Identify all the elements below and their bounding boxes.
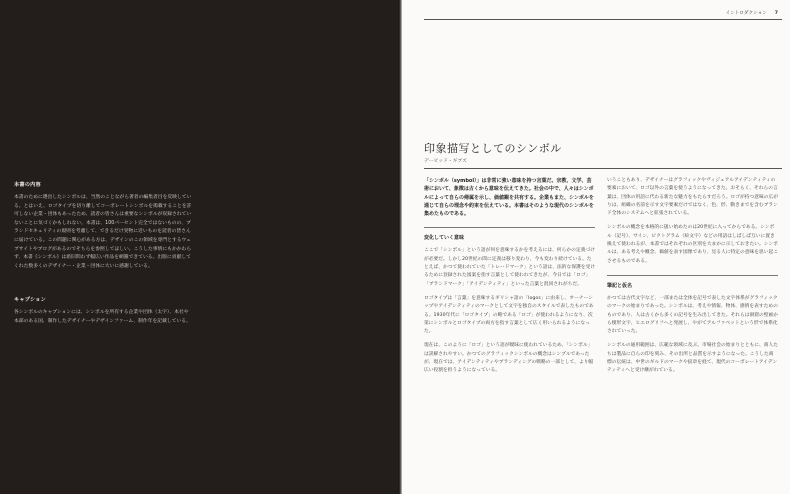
caption-heading: キャプション <box>14 297 47 303</box>
column-right <box>607 177 778 382</box>
title-rule <box>424 168 782 169</box>
body-paragraph: かつては古代文字など、一部または全体を記号で表した文字体系がグラフィックのマークの始まりであった。シンボルは、考えや情報、物体、感情を表すためのものであり、人は古くから多くの記号を生み出してきた。それらは洞窟の壁画から楔形文字、ヒエログリフへと発展し、やがてアルファベットという形で体系化されていった。 <box>607 295 779 335</box>
article-title: 印象描写としてのシンボル <box>424 142 562 155</box>
caption-text: 各シンボルのキャプションには、シンボルを所有する企業や団体（太字）、本社や本部のある国、制作したデザイナーやデザインファーム、制作年を記載している。 <box>14 310 191 324</box>
right-page <box>402 0 790 494</box>
running-head-section: イントロダクション <box>725 11 767 16</box>
body-paragraph: シンボルの通用範囲は、広範な領域に及ぶ。市場社会の始まりとともに、商人たちは製品に自らの印を刻み、その出所と品質を示すようになった。こうした商標の伝統は、中世のギルドのマークや紋章を経て、現代のコーポレートアイデンティティへと受け継がれている。 <box>607 343 778 374</box>
body-paragraph: ロゴタイプは「言葉」を意味するギリシャ語の「logos」に由来し、オーナーシップやアイデンティティのマークとして文字を独自のスタイルで表したものである。1930年代に「ロゴタイプ」の略である「ロゴ」が使われるようになり、次第にシンボルとロゴタイプの両方を指す言葉として広く用いられるようになった。 <box>424 295 594 335</box>
body-paragraph: シンボルの概念を本格的に扱い始めたのは20世紀に入ってからである。シンボル（記号）、サイン、ピクトグラム（絵文字）などの用語はしばしば互いに置き換えて使われるが、本書ではそれぞれの区別を大まかに示しておきたい。シンボルは、ある考えや概念、価値を表す図像であり、見る人に特定の意味を思い起こさせるものである。 <box>607 225 779 264</box>
running-head <box>726 10 778 16</box>
body-paragraph: ここで「シンボル」という語が何を意味するかを考えるには、何らかの定義づけが必要だ。しかし20世紀の間に定義は移り変わり、今も変わり続けている。たとえば、かつて使われていた「トレードマーク」という語は、法的な保護を受けるために登録された図案を指す言葉として使われてきたが、今日では「ロゴ」「ブランドマーク」「アイデンティティ」といった言葉と混同されがちだ。 <box>424 248 596 287</box>
lead-paragraph: 「シンボル（symbol）」は非常に強い意味を持つ言葉だ。宗教、文学、芸術において、象徴は古くから意味を伝えてきた。社会の中で、人々はシンボルによって自らの帰属を示し、価値観を共有する。企業もまた、シンボルを通じて自らの理念や約束を伝えている。本書はそのような現代のシンボルを集めたものである。 <box>424 178 594 218</box>
article-author: デービッド・ギブズ <box>424 159 467 164</box>
body-paragraph: いうこともあり、デザイナーはグラフィックやヴィジュアルアイデンティティの要素において、ロゴ以外の言葉を使うようになってきた。おそらく、それらの言葉は、団体の用語に代わる新たな魅力をもたらすだろう。ロゴが持つ意味の広がりは、組織の名前を示す文字要素だけではなく、色、形、動きまでを含むブランド全体のシステムへと拡張されている。 <box>607 178 779 217</box>
body-paragraph: 現在は、このように「ロゴ」という語が曖昧に使われているため、「シンボル」は誤解されやすい。かつてのグラフィックシンボルの概念はシンプルであったが、現在では、アイデンティティやブランディングの戦略の一部として、より幅広い役割を担うようになっている。 <box>424 343 594 374</box>
column-left <box>424 177 595 382</box>
header-rule <box>424 19 782 20</box>
contents-section <box>14 181 192 271</box>
section-rule <box>607 275 778 276</box>
section-rule <box>424 227 595 228</box>
section-heading-changing-meaning: 変化していく意味 <box>424 235 465 242</box>
page-number: 7 <box>774 10 778 16</box>
contents-heading: 本書の内容 <box>14 182 41 188</box>
contents-text: 本書のために選出したシンボルは、当然のことながら著者の編集者目を反映している。とはいえ、ロゴタイプを切り離してコーポレートシンボルを掲載することを許可しない企業・団体もあったため、読者の皆さんは重要なシンボルが収録されていないことに気づくかもしれない。本書は、100パーセント完全ではないものの、ブランドセキュリティの規則を考慮して、できるだけ実物に近いものを読者の皆さんに届けている。この問題に関心がある方は、デザインのこの領域を専門とするウェブサイトやブログがあるのでそちらを参照してほしい。こうした事情にもかかわらず、本書《シンボル》は新旧問わず幅広い作品を網羅できている。出版に貢献してくれた数多くのデザイナー・企業・団体に大いに感謝している。 <box>14 195 192 269</box>
section-heading-writing: 筆記と仮名 <box>607 282 633 289</box>
caption-section <box>14 296 192 326</box>
